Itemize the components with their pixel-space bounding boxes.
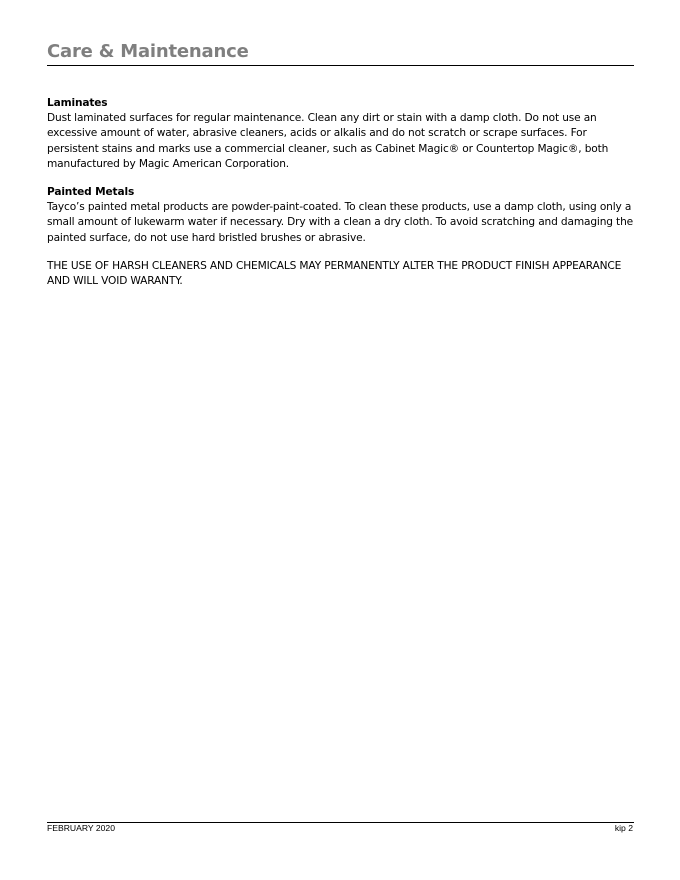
title-divider xyxy=(47,65,634,66)
document-content xyxy=(47,96,634,289)
section-body-painted-metals: Tayco’s painted metal products are powder-paint-coated. To clean these products, use a damp cloth, using only a small amount of lukewarm water if necessary. Dry with a clean a dry cloth. To avoid scratching and damaging the painted surface, do not use hard bristled brushes or abrasive. xyxy=(47,201,633,244)
warranty-warning: THE USE OF HARSH CLEANERS AND CHEMICALS MAY PERMANENTLY ALTER THE PRODUCT FINISH APPEARANCE AND WILL VOID WARANTY. xyxy=(47,259,622,288)
footer-date: FEBRUARY 2020 xyxy=(47,823,115,833)
footer-page-ref: kip 2 xyxy=(614,823,633,833)
section-heading-painted-metals: Painted Metals xyxy=(47,186,135,199)
section-laminates xyxy=(47,96,634,172)
section-body-laminates: Dust laminated surfaces for regular maintenance. Clean any dirt or stain with a damp cloth. Do not use an excessive amount of water, abrasive cleaners, acids or alkalis and do not scratch or scrape surfaces. For persistent stains and marks use a commercial cleaner, such as Cabinet Magic® or Countertop Magic®, both manufactured by Magic American Corporation. xyxy=(47,112,609,170)
section-heading-laminates: Laminates xyxy=(47,97,108,109)
section-painted-metals xyxy=(47,185,634,246)
footer-divider xyxy=(47,822,634,823)
page-title: Care & Maintenance xyxy=(47,41,249,62)
